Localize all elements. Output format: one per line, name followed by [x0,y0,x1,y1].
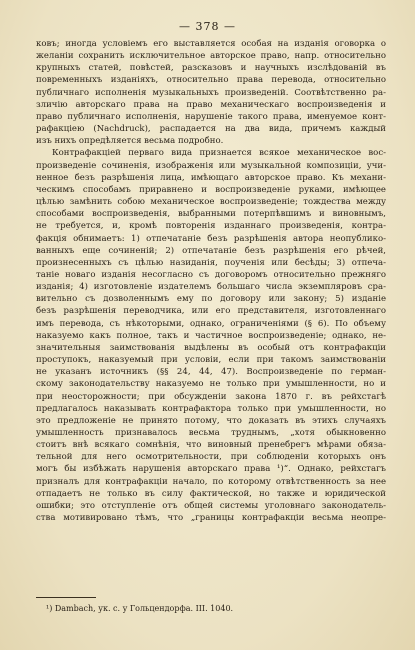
text-line: цѣлью замѣнить собою механическое воспроизведеніе; тождества между [36,197,386,208]
text-line: значительныя заимствованія выдѣлены въ особый отъ контрафакціи [36,342,386,353]
text-line: произнесенныхъ съ цѣлью назиданія, поученія или бесѣды; 3) отпеча- [36,257,386,268]
text-line: ванныхъ еще сочиненій; 2) отпечатаніе безъ разрѣшенія его рѣчей, [36,245,386,256]
text-line: при неосторожности; при обсужденіи закона 1870 г. въ рейхстагѣ [36,391,386,402]
text-line: таніе новаго изданія несогласно съ договоромъ относительно прежняго [36,269,386,280]
text-line: вительно съ дозволеннымъ ему по договору или закону; 5) изданіе [36,294,386,305]
text-line: проступокъ, наказуемый при условіи, если при такомъ заимствованіи [36,355,386,366]
footnote-rule [36,597,96,598]
page-number: — 378 — [179,20,236,33]
text-line: произведеніе сочиненія, изображенія или музыкальной композиціи, учи- [36,160,386,171]
page-body [36,38,386,524]
text-line: предлагалось наказывать контрафактора только при умышленности, но [36,403,386,414]
text-line: умышленность признавалось весьма труднымъ, „хотя обыкновенно [36,428,386,438]
text-line: желаніи сохранить исключительное авторское право, напр. относительно [36,51,386,62]
text-line: Контрафакціей перваго вида признается всякое механическое вос- [52,148,386,159]
text-line: не указанъ источникъ (§§ 24, 44, 47). Воспроизведеніе по герман- [36,367,386,378]
text-line: стоитъ внѣ всякаго сомнѣнія, что виновный пренебрегъ мѣрами обяза- [36,440,386,451]
text-line: публичнаго исполненія музыкальныхъ произведеній. Соотвѣтственно ра- [36,87,386,98]
text-line: скому законодательству наказуемо не только при умышленности, но и [36,379,386,390]
text-line: ства мотивировано тѣмъ, что „границы контрафакціи весьма неопре- [36,513,386,524]
text-line: ческимъ способамъ приравнено и воспроизведеніе руками, имѣющее [36,184,386,195]
text-line: тельной для него осмотрительности, при соблюденіи которыхъ онъ [36,452,386,463]
text-line: изданія; 4) изготовленіе издателемъ большаго числа экземпляровъ сра- [36,282,386,293]
text-line: зличію авторскаго права на право механическаго воспроизведенія и [36,99,386,110]
text-line: ненное безъ разрѣшенія лица, имѣющаго авторское право. Къ механи- [36,172,386,183]
text-line: факція обнимаетъ: 1) отпечатаніе безъ разрѣшенія автора неопублико- [36,233,386,244]
footnote: ¹) Dambach, ук. с. у Гольцендорфа. III. 1040. [46,604,234,613]
text-line: призналъ для контрафакціи начало, по которому отвѣтственность за нее [36,476,386,487]
text-line: безъ разрѣшенія переводчика, или его представителя, изготовленнаго [36,306,386,317]
text-line: право публичнаго исполненія, нарушеніе такого права, именуемое конт- [36,111,386,122]
text-line: наказуемо какъ полное, такъ и частичное воспроизведеніе; однако, не- [36,330,386,341]
text-line: имъ перевода, съ нѣкоторыми, однако, ограниченіями (§ 6). По объему [36,318,386,329]
text-line: могъ бы избѣжать нарушенія авторскаго права ¹)“. Однако, рейхстагъ [36,464,386,475]
text-line: ошибки; это отступленіе отъ общей системы уголовнаго законодатель- [36,500,386,511]
paragraph-1 [36,38,386,147]
text-line: крупныхъ статей, повѣстей, разсказовъ и научныхъ изслѣдованій въ [36,63,386,74]
text-line: рафакціею (Nachdruck), распадается на два вида, причемъ каждый [36,124,386,135]
text-line: повременныхъ изданіяхъ, относительно права перевода, относительно [36,75,386,86]
paragraph-2 [36,147,386,524]
text-line: ковъ; иногда условіемъ его выставляется особая на изданія оговорка о [36,39,386,49]
text-line: отпадаетъ не только въ силу фактической, но также и юридической [36,488,386,499]
text-line: это предложеніе не принято потому, что доказать въ этихъ случаяхъ [36,415,386,426]
text-line: не требуется, и, кромѣ повторенія изданнаго произведенія, контра- [36,221,386,232]
text-line: изъ нихъ опредѣляется весьма подробно. [36,136,224,147]
text-line: способами воспроизведенія, выбранными потерпѣвшимъ и виновнымъ, [36,209,386,220]
